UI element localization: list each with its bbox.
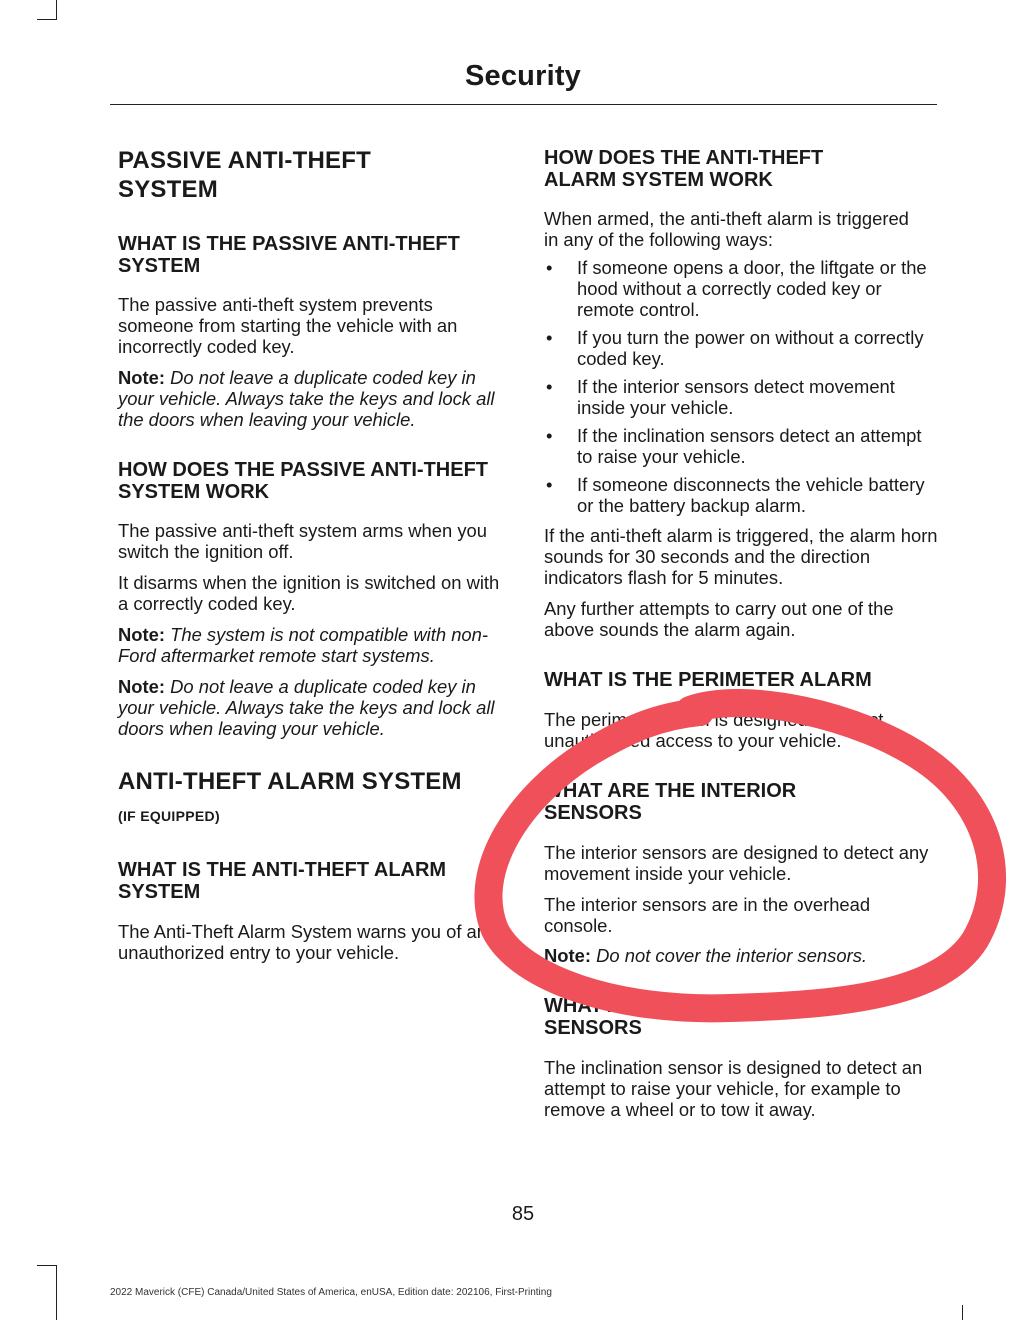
heading-interior-sensors: WHAT ARE THE INTERIOR SENSORS: [544, 780, 797, 824]
crop-mark: [56, 0, 57, 20]
paragraph-inclination: The inclination sensor is designed to detect an attempt to raise your vehicle, for example to remove a wheel or to tow it away.: [544, 1057, 923, 1120]
trigger-list: [544, 257, 939, 523]
note-text: The system is not compatible with non-Ford aftermarket remote start systems.: [118, 624, 489, 666]
crop-mark: [37, 19, 57, 20]
paragraph-interior-location: The interior sensors are in the overhead console.: [544, 894, 871, 936]
crop-mark: [56, 1265, 57, 1320]
list-item-text: If you turn the power on without a correctly coded key.: [577, 327, 924, 369]
paragraph-interior-detect: The interior sensors are designed to detect any movement inside your vehicle.: [544, 842, 929, 884]
heading-what-is-passive-anti-theft: WHAT IS THE PASSIVE ANTI-THEFT SYSTEM: [118, 233, 460, 277]
heading-inclination-sensors: WHAT ARE THE INCLINATION SENSORS: [544, 995, 829, 1039]
note-do-not-cover: [544, 945, 939, 966]
paragraph-arms: The passive anti-theft system arms when you switch the ignition off.: [118, 520, 487, 562]
list-item: [544, 376, 939, 418]
note-label: Note:: [118, 676, 165, 697]
heading-perimeter-alarm: WHAT IS THE PERIMETER ALARM: [544, 669, 872, 691]
note-duplicate-key: [118, 367, 510, 430]
paragraph-alarm-triggered: If the anti-theft alarm is triggered, the alarm horn sounds for 30 seconds and the direction indicators flash for 5 minutes.: [544, 525, 938, 588]
paragraph-perimeter: The perimeter alarm is designed to detect unauthorized access to your vehicle.: [544, 709, 884, 751]
footer-text: 2022 Maverick (CFE) Canada/United States of America, enUSA, Edition date: 202106, First-Printing: [110, 1287, 552, 1298]
note-label: Note:: [118, 624, 165, 645]
note-not-compatible: [118, 624, 510, 666]
bullet-icon: •: [546, 376, 553, 397]
bullet-icon: •: [546, 474, 553, 495]
section-title-passive-anti-theft: PASSIVE ANTI-THEFT SYSTEM: [118, 147, 371, 203]
paragraph-when-armed: When armed, the anti-theft alarm is triggered in any of the following ways:: [544, 208, 909, 250]
note-duplicate-key-2: [118, 676, 510, 739]
note-text: Do not leave a duplicate coded key in your vehicle. Always take the keys and lock all the doors when leaving your vehicle.: [118, 367, 495, 430]
list-item-text: If the inclination sensors detect an attempt to raise your vehicle.: [577, 425, 922, 467]
bullet-icon: •: [546, 327, 553, 348]
note-text: Do not cover the interior sensors.: [596, 945, 868, 966]
note-label: Note:: [118, 367, 165, 388]
bullet-icon: •: [546, 257, 553, 278]
section-title-anti-theft-alarm: ANTI-THEFT ALARM SYSTEM: [118, 768, 462, 795]
crop-mark: [962, 1305, 963, 1320]
heading-what-is-anti-theft-alarm: WHAT IS THE ANTI-THEFT ALARM SYSTEM: [118, 859, 447, 903]
crop-mark: [37, 1265, 57, 1266]
list-item: [544, 257, 939, 320]
list-item-text: If someone disconnects the vehicle battery or the battery backup alarm.: [577, 474, 925, 516]
note-label: Note:: [544, 945, 591, 966]
list-item: [544, 425, 939, 467]
paragraph-disarms: It disarms when the ignition is switched on with a correctly coded key.: [118, 572, 500, 614]
list-item: [544, 327, 939, 369]
title-divider: [110, 104, 937, 105]
list-item-text: If someone opens a door, the liftgate or the hood without a correctly coded key or remote control.: [577, 257, 927, 320]
heading-how-passive-works: HOW DOES THE PASSIVE ANTI-THEFT SYSTEM WORK: [118, 459, 489, 503]
list-item: [544, 474, 939, 516]
paragraph-alarm-warns: The Anti-Theft Alarm System warns you of an unauthorized entry to your vehicle.: [118, 921, 487, 963]
list-item-text: If the interior sensors detect movement inside your vehicle.: [577, 376, 895, 418]
heading-how-alarm-works: HOW DOES THE ANTI-THEFT ALARM SYSTEM WORK: [544, 147, 824, 191]
if-equipped-label: (IF EQUIPPED): [118, 808, 220, 824]
note-text: Do not leave a duplicate coded key in your vehicle. Always take the keys and lock all doors when leaving your vehicle.: [118, 676, 495, 739]
paragraph-passive-prevents: The passive anti-theft system prevents someone from starting the vehicle with an incorrectly coded key.: [118, 294, 458, 357]
page-title: Security: [464, 60, 582, 92]
page-number: 85: [511, 1203, 535, 1225]
bullet-icon: •: [546, 425, 553, 446]
paragraph-further-attempts: Any further attempts to carry out one of the above sounds the alarm again.: [544, 598, 894, 640]
